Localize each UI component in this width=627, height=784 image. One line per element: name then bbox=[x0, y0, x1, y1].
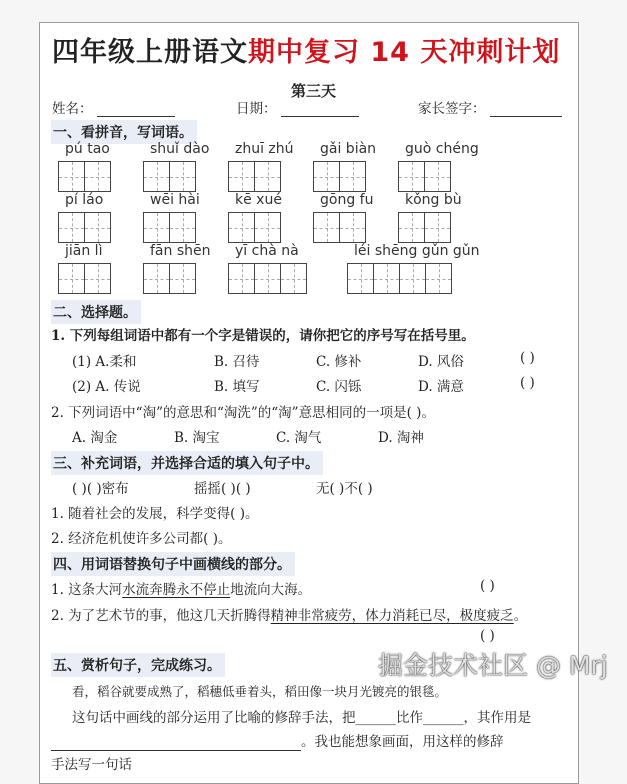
option: D. 满意 bbox=[418, 379, 464, 395]
pinyin-label: zhuī zhú bbox=[235, 141, 294, 157]
character-box[interactable] bbox=[84, 212, 111, 243]
word-blank[interactable]: 无( )不( ) bbox=[316, 481, 373, 497]
pinyin-label: gōng fu bbox=[320, 192, 374, 208]
character-box[interactable] bbox=[84, 161, 111, 192]
character-box[interactable] bbox=[398, 212, 425, 243]
writing-grid[interactable] bbox=[399, 161, 451, 192]
pinyin-label: yī chà nà bbox=[235, 243, 299, 259]
writing-grid[interactable] bbox=[348, 263, 452, 294]
title-black: 四年级上册语文 bbox=[52, 37, 248, 68]
character-box[interactable] bbox=[254, 212, 281, 243]
character-box[interactable] bbox=[228, 263, 255, 294]
pinyin-label: kǒng bù bbox=[405, 192, 462, 208]
option: D. 淘神 bbox=[378, 430, 424, 446]
character-box[interactable] bbox=[169, 212, 196, 243]
pinyin-label: guò chéng bbox=[405, 141, 479, 157]
answer-blank[interactable]: ( ) bbox=[520, 375, 535, 391]
date-label: 日期： bbox=[236, 101, 277, 117]
q1-row-1: (1) A.柔和 bbox=[72, 354, 137, 370]
option: B. 召待 bbox=[214, 354, 260, 370]
quote-sentence: 看，稻谷就要成熟了，稻穗低垂着头，稻田像一块月光镀亮的银毯。 bbox=[72, 684, 448, 699]
pinyin-label: jiān lì bbox=[65, 243, 103, 259]
pinyin-label: shuǐ dào bbox=[150, 141, 210, 157]
writing-grid[interactable] bbox=[229, 212, 281, 243]
section-4-heading: 四、用词语替换句子中画横线的部分。 bbox=[51, 552, 295, 576]
writing-grid[interactable] bbox=[59, 263, 111, 294]
date-field[interactable] bbox=[236, 97, 359, 117]
character-box[interactable] bbox=[425, 263, 452, 294]
pinyin-label: léi shēng gǔn gǔn bbox=[354, 243, 480, 259]
option: C. 修补 bbox=[316, 354, 362, 370]
character-box[interactable] bbox=[143, 212, 170, 243]
option: C. 闪铄 bbox=[316, 379, 362, 395]
sentence-4-2: 2. 为了艺术节的事，他这几天折腾得精神非常疲劳，体力消耗已尽，极度疲乏。 bbox=[51, 608, 528, 624]
sentence-2: 2. 经济危机使许多公司都( )。 bbox=[51, 531, 232, 547]
pinyin-label: kē xué bbox=[235, 192, 282, 208]
answer-line[interactable] bbox=[51, 734, 301, 751]
writing-grid[interactable] bbox=[229, 161, 281, 192]
writing-grid[interactable] bbox=[59, 161, 111, 192]
pinyin-label: gǎi biàn bbox=[320, 141, 377, 157]
page-title bbox=[52, 30, 560, 69]
character-box[interactable] bbox=[169, 161, 196, 192]
analysis-line-1: 这句话中画线的部分运用了比喻的修辞手法，把______比作______，其作用是 bbox=[72, 710, 531, 726]
option: B. 填写 bbox=[214, 379, 260, 395]
word-blank[interactable]: ( )( )密布 bbox=[72, 481, 129, 497]
character-box[interactable] bbox=[143, 263, 170, 294]
analysis-line-3: 手法写一句话 bbox=[51, 757, 132, 773]
analysis-line-2: 。我也能想象画面，用这样的修辞 bbox=[51, 730, 504, 751]
pinyin-label: fān shēn bbox=[150, 243, 211, 259]
character-box[interactable] bbox=[339, 212, 366, 243]
writing-grid[interactable] bbox=[144, 161, 196, 192]
writing-grid[interactable] bbox=[144, 263, 196, 294]
question-2-1: 1. 下列每组词语中都有一个字是错误的，请你把它的序号写在括号里。 bbox=[51, 328, 475, 344]
word-blank[interactable]: 摇摇( )( ) bbox=[194, 481, 251, 497]
writing-grid[interactable] bbox=[399, 212, 451, 243]
option: B. 淘宝 bbox=[174, 430, 220, 446]
writing-grid[interactable] bbox=[314, 161, 366, 192]
writing-grid[interactable] bbox=[314, 212, 366, 243]
section-1-heading: 一、看拼音，写词语。 bbox=[51, 120, 197, 144]
character-box[interactable] bbox=[424, 212, 451, 243]
name-label: 姓名： bbox=[52, 101, 93, 117]
character-box[interactable] bbox=[84, 263, 111, 294]
watermark: 掘金技术社区 @ Mrj bbox=[378, 651, 608, 680]
title-red: 期中复习 14 天冲刺计划 bbox=[248, 37, 561, 68]
answer-blank[interactable]: ( ) bbox=[520, 350, 535, 366]
option: D. 风俗 bbox=[418, 354, 464, 370]
pinyin-label: wēi hài bbox=[150, 192, 200, 208]
character-box[interactable] bbox=[373, 263, 400, 294]
character-box[interactable] bbox=[58, 161, 85, 192]
character-box[interactable] bbox=[424, 161, 451, 192]
option: C. 淘气 bbox=[276, 430, 322, 446]
answer-blank[interactable]: ( ) bbox=[480, 578, 495, 594]
writing-grid[interactable] bbox=[144, 212, 196, 243]
character-box[interactable] bbox=[347, 263, 374, 294]
parent-signature-field[interactable] bbox=[418, 97, 562, 117]
q1-row-2: (2) A. 传说 bbox=[72, 379, 141, 395]
section-3-heading: 三、补充词语，并选择合适的填入句子中。 bbox=[51, 451, 323, 475]
pinyin-label: pú tao bbox=[65, 141, 110, 157]
character-box[interactable] bbox=[280, 263, 307, 294]
character-box[interactable] bbox=[58, 212, 85, 243]
character-box[interactable] bbox=[398, 161, 425, 192]
parent-label: 家长签字： bbox=[418, 101, 486, 117]
character-box[interactable] bbox=[339, 161, 366, 192]
subtitle: 第三天 bbox=[290, 82, 336, 100]
character-box[interactable] bbox=[313, 212, 340, 243]
sentence-4-1: 1. 这条大河水流奔腾永不停止地流向大海。 bbox=[51, 582, 312, 598]
character-box[interactable] bbox=[143, 161, 170, 192]
section-2-heading: 二、选择题。 bbox=[51, 300, 141, 324]
character-box[interactable] bbox=[254, 263, 281, 294]
section-5-heading: 五、赏析句子，完成练习。 bbox=[51, 653, 225, 677]
character-box[interactable] bbox=[169, 263, 196, 294]
writing-grid[interactable] bbox=[59, 212, 111, 243]
character-box[interactable] bbox=[228, 161, 255, 192]
sentence-1: 1. 随着社会的发展，科学变得( )。 bbox=[51, 506, 259, 522]
pinyin-label: pí láo bbox=[65, 192, 104, 208]
name-field[interactable] bbox=[52, 97, 175, 117]
character-box[interactable] bbox=[228, 212, 255, 243]
question-2-2: 2. 下列词语中“淘”的意思和“淘洗”的“淘”意思相同的一项是( )。 bbox=[51, 405, 435, 421]
writing-grid[interactable] bbox=[229, 263, 307, 294]
character-box[interactable] bbox=[313, 161, 340, 192]
character-box[interactable] bbox=[399, 263, 426, 294]
character-box[interactable] bbox=[254, 161, 281, 192]
option: A. 淘金 bbox=[72, 430, 118, 446]
character-box[interactable] bbox=[58, 263, 85, 294]
answer-blank[interactable]: ( ) bbox=[480, 628, 495, 644]
